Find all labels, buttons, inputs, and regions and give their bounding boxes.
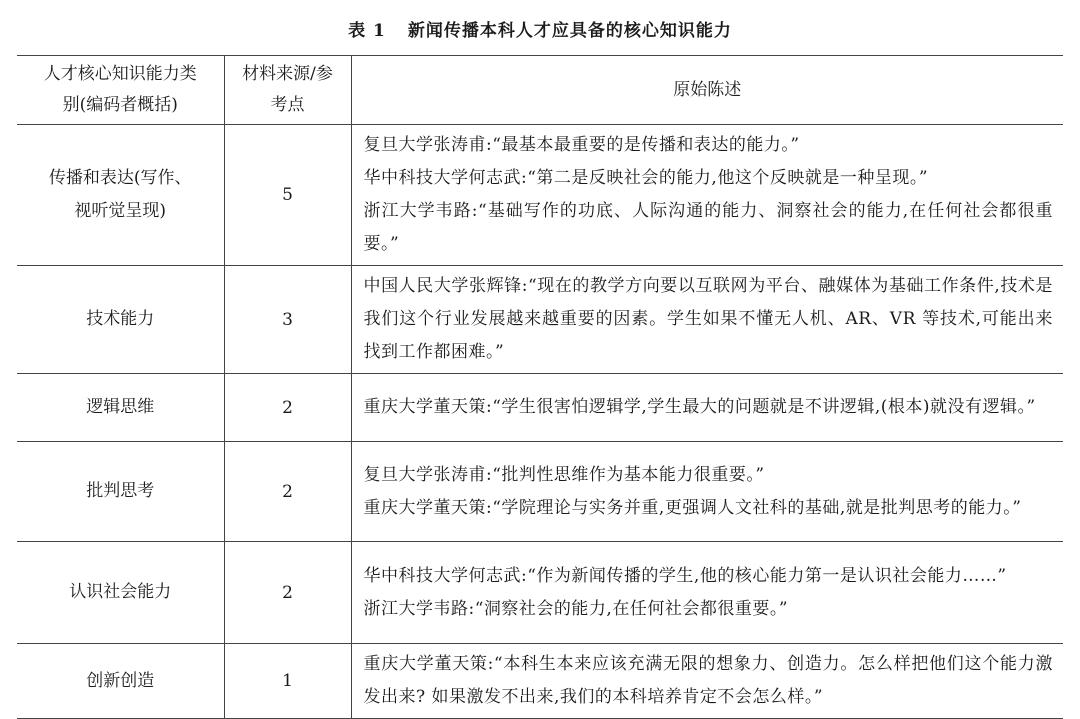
quote-text: 重庆大学董天策:“学生很害怕逻辑学,学生最大的问题就是不讲逻辑,(根本)就没有逻辑。”	[363, 397, 1036, 417]
table-row	[17, 542, 1063, 644]
category-cell: 认识社会能力	[17, 542, 224, 644]
category-cell: 逻辑思维	[17, 374, 224, 442]
competency-table	[17, 55, 1063, 719]
table-title: 新闻传播本科人才应具备的核心知识能力	[407, 21, 732, 41]
table-row	[17, 125, 1063, 266]
quote-text: 复旦大学张涛甫:“批判性思维作为基本能力很重要。”	[363, 464, 765, 485]
table-caption	[0, 16, 1080, 41]
category-cell: 创新创造	[17, 644, 224, 719]
quote-text: 重庆大学董天策:“本科生本来应该充满无限的想象力、创造力。怎么样把他们这个能力激发出来? 如果激发不出来,我们的本科培养肯定不会怎么样。”	[363, 654, 1053, 707]
header-count: 材料来源/参考点	[224, 56, 351, 125]
header-category: 人才核心知识能力类别(编码者概括)	[17, 56, 224, 125]
count-cell: 2	[224, 442, 351, 542]
count-cell: 5	[224, 125, 351, 266]
statements-cell	[351, 266, 1063, 374]
quote-text: 浙江大学韦路:“基础写作的功底、人际沟通的能力、洞察社会的能力,在任何社会都很重要。”	[363, 201, 1053, 254]
header-statements: 原始陈述	[351, 56, 1063, 125]
quote-text: 中国人民大学张辉锋:“现在的教学方向要以互联网为平台、融媒体为基础工作条件,技术是我们这个行业发展越来越重要的因素。学生如果不懂无人机、AR、VR 等技术,可能出来找到工作都困难。”	[363, 276, 1053, 362]
quote-text: 浙江大学韦路:“洞察社会的能力,在任何社会都很重要。”	[363, 598, 789, 619]
table-row	[17, 374, 1063, 442]
statements-cell	[351, 125, 1063, 266]
statements-cell	[351, 542, 1063, 644]
statements-cell	[351, 442, 1063, 542]
statements-cell	[351, 644, 1063, 719]
quote-text: 华中科技大学何志武:“作为新闻传播的学生,他的核心能力第一是认识社会能力……”	[363, 565, 1007, 586]
count-cell: 3	[224, 266, 351, 374]
count-cell: 2	[224, 542, 351, 644]
category-cell: 技术能力	[17, 266, 224, 374]
header-row	[17, 56, 1063, 125]
table-row	[17, 442, 1063, 542]
quote-text: 华中科技大学何志武:“第二是反映社会的能力,他这个反映就是一种呈现。”	[363, 168, 929, 188]
quote-text: 重庆大学董天策:“学院理论与实务并重,更强调人文社科的基础,就是批判思考的能力。”	[363, 497, 1022, 518]
statements-cell	[351, 374, 1063, 442]
category-cell: 批判思考	[17, 442, 224, 542]
table-number: 表 1	[348, 21, 386, 41]
quote-text: 复旦大学张涛甫:“最基本最重要的是传播和表达的能力。”	[363, 135, 800, 155]
category-cell: 传播和表达(写作、视听觉呈现)	[17, 125, 224, 266]
table-row	[17, 266, 1063, 374]
table-body	[17, 125, 1063, 719]
count-cell: 1	[224, 644, 351, 719]
count-cell: 2	[224, 374, 351, 442]
table-row	[17, 644, 1063, 719]
